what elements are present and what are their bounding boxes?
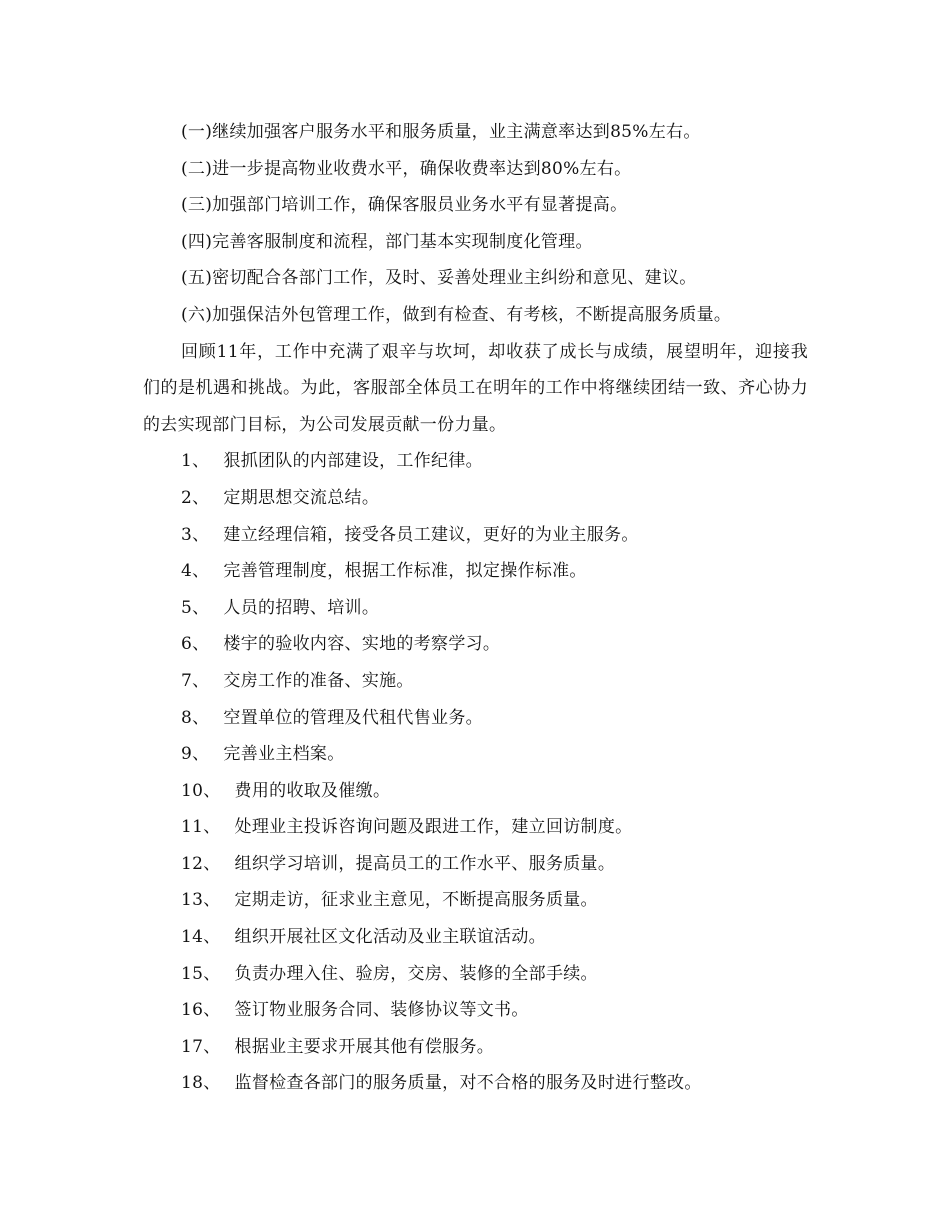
task-number: 18、 [181,1073,221,1094]
task-item [143,956,808,993]
task-number: 16、 [181,1000,221,1021]
task-item [143,443,808,480]
task-item [143,846,808,883]
task-item [143,1029,808,1066]
task-item [143,553,808,590]
task-number: 15、 [181,963,221,984]
document-body [143,114,808,1102]
task-text: 监督检查各部门的服务质量，对不合格的服务及时进行整改。 [234,1073,702,1094]
goal-line: (四)完善客服制度和流程，部门基本实现制度化管理。 [181,231,593,252]
task-number: 1、 [181,451,210,472]
task-text: 完善业主档案。 [223,744,345,765]
task-text: 完善管理制度，根据工作标准，拟定操作标准。 [223,561,587,582]
task-item [143,992,808,1029]
task-item [143,1065,808,1102]
task-number: 10、 [181,780,221,801]
task-text: 组织开展社区文化活动及业主联谊活动。 [234,927,546,948]
task-number: 8、 [181,707,210,728]
goal-line: (二)进一步提高物业收费水平，确保收费率达到80%左右。 [181,158,632,179]
task-text: 定期思想交流总结。 [223,487,380,508]
task-number: 2、 [181,487,210,508]
task-item [143,626,808,663]
task-number: 4、 [181,561,210,582]
goal-line: (三)加强部门培训工作，确保客服员业务水平有显著提高。 [181,195,628,216]
task-number: 5、 [181,597,210,618]
goal-line: (一)继续加强客户服务水平和服务质量，业主满意率达到85%左右。 [181,122,701,142]
task-text: 交房工作的准备、实施。 [223,670,414,691]
task-number: 6、 [181,634,210,655]
task-number: 9、 [181,744,210,765]
task-text: 处理业主投诉咨询问题及跟进工作，建立回访制度。 [234,817,633,838]
task-item [143,809,808,846]
task-item [143,590,808,627]
task-text: 楼宇的验收内容、实地的考察学习。 [223,634,501,655]
review-paragraph: 回顾11年，工作中充满了艰辛与坎坷，却收获了成长与成绩，展望明年，迎接我们的是机遇和挑战。为此，客服部全体员工在明年的工作中将继续团结一致、齐心协力的去实现部门目标，为公司发展贡献一份力量。 [143,341,808,435]
task-text: 负责办理入住、验房，交房、装修的全部手续。 [234,963,598,984]
task-item [143,736,808,773]
task-number: 13、 [181,890,221,911]
task-text: 定期走访，征求业主意见，不断提高服务质量。 [234,890,598,911]
task-item [143,517,808,554]
task-item [143,480,808,517]
task-number: 11、 [181,817,221,838]
task-text: 人员的招聘、培训。 [223,597,380,618]
task-number: 3、 [181,524,210,545]
task-text: 组织学习培训，提高员工的工作水平、服务质量。 [234,853,616,874]
task-item [143,663,808,700]
task-number: 14、 [181,927,221,948]
task-item [143,700,808,737]
goal-line: (六)加强保洁外包管理工作，做到有检查、有考核，不断提高服务质量。 [181,304,732,325]
task-text: 狠抓团队的内部建设，工作纪律。 [223,451,483,472]
task-number: 17、 [181,1036,221,1057]
task-text: 根据业主要求开展其他有偿服务。 [234,1036,495,1057]
task-text: 签订物业服务合同、装修协议等文书。 [234,1000,529,1021]
task-item [143,919,808,956]
task-item [143,773,808,810]
task-number: 7、 [181,670,210,691]
task-text: 空置单位的管理及代租代售业务。 [223,707,483,728]
task-text: 建立经理信箱，接受各员工建议，更好的为业主服务。 [223,524,639,545]
task-number: 12、 [181,853,221,874]
goal-line: (五)密切配合各部门工作，及时、妥善处理业主纠纷和意见、建议。 [181,268,697,289]
task-item [143,882,808,919]
task-text: 费用的收取及催缴。 [234,780,391,801]
